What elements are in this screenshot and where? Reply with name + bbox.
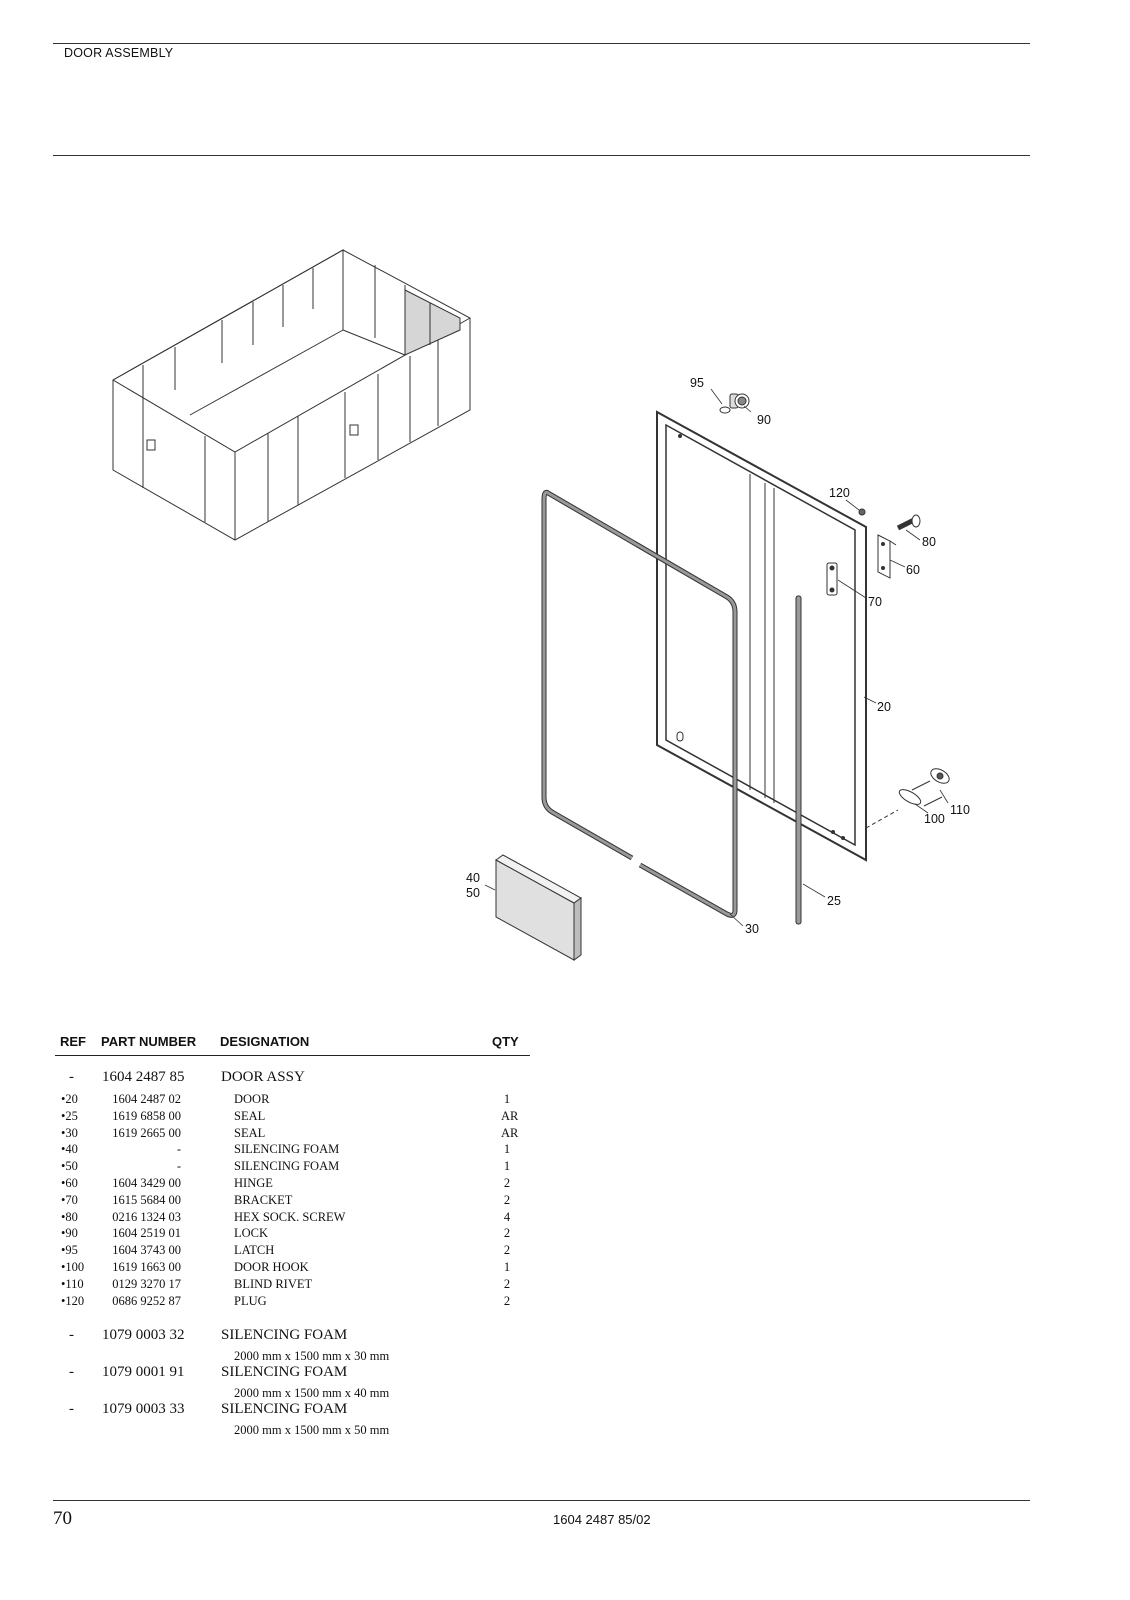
- header-designation: DESIGNATION: [220, 1034, 310, 1049]
- document-number: 1604 2487 85/02: [553, 1512, 651, 1527]
- silencing-foam-part-40-50: [496, 855, 581, 960]
- part-number-cell: -: [176, 1159, 181, 1174]
- part-number-cell: 0216 1324 03: [112, 1209, 181, 1224]
- ref-cell: •90: [61, 1226, 78, 1241]
- plug-part-120: [859, 509, 865, 515]
- part-number-cell: 1619 6858 00: [112, 1108, 181, 1123]
- bracket-part-70: [827, 563, 837, 595]
- ref-cell: •120: [61, 1293, 85, 1308]
- part-number-cell: 1615 5684 00: [112, 1192, 181, 1207]
- designation-cell: LOCK: [234, 1226, 269, 1241]
- ref-cell: •40: [61, 1142, 78, 1157]
- qty-cell: AR: [501, 1125, 519, 1140]
- designation-cell: BRACKET: [234, 1192, 293, 1207]
- ref-cell: •100: [61, 1260, 85, 1274]
- ref-cell: •20: [61, 1092, 78, 1106]
- qty-cell: 2: [503, 1293, 511, 1308]
- ref-cell: •25: [61, 1108, 78, 1123]
- part-number-cell: 1079 0003 33: [102, 1401, 185, 1417]
- qty-cell: 2: [503, 1226, 511, 1241]
- ref-cell: -: [69, 1401, 74, 1417]
- designation-cell: PLUG: [234, 1293, 267, 1308]
- part-number-cell: 1619 1663 00: [112, 1260, 181, 1274]
- callout-25: 25: [827, 894, 841, 908]
- qty-cell: 1: [503, 1159, 511, 1174]
- callout-20: 20: [877, 700, 891, 714]
- designation-cell: BLIND RIVET: [234, 1276, 313, 1291]
- callout-100: 100: [924, 812, 945, 826]
- qty-cell: 4: [503, 1209, 511, 1224]
- designation-cell: LATCH: [234, 1243, 275, 1258]
- ref-cell: -: [69, 1364, 74, 1380]
- callout-30: 30: [745, 922, 759, 936]
- section-title: DOOR ASSEMBLY: [64, 46, 174, 60]
- footer-rule: [53, 1500, 1030, 1501]
- qty-cell: 2: [503, 1192, 511, 1207]
- ref-cell: •50: [61, 1159, 78, 1174]
- callout-90: 90: [757, 413, 771, 427]
- qty-cell: AR: [501, 1108, 519, 1123]
- designation-cell: SILENCING FOAM: [221, 1364, 348, 1380]
- part-number-cell: 1604 2519 01: [112, 1226, 181, 1241]
- callout-110: 110: [950, 803, 970, 817]
- callout-40: 40: [466, 871, 480, 885]
- ref-cell: •30: [61, 1125, 78, 1140]
- callout-95: 95: [690, 376, 704, 390]
- part-number-cell: -: [176, 1142, 181, 1157]
- header-qty: QTY: [492, 1034, 519, 1049]
- header-part-number: PART NUMBER: [101, 1034, 197, 1049]
- part-number-cell: 1079 0003 32: [102, 1327, 185, 1343]
- qty-cell: 1: [503, 1142, 511, 1157]
- table-header-rule: [55, 1055, 530, 1056]
- designation-cell: DOOR HOOK: [234, 1260, 309, 1274]
- ref-cell: •110: [61, 1276, 84, 1291]
- ref-cell: •70: [61, 1192, 78, 1207]
- callout-70: 70: [868, 595, 882, 609]
- foam-dimension-note: 2000 mm x 1500 mm x 40 mm: [234, 1386, 390, 1400]
- part-number-cell: 1079 0001 91: [102, 1364, 185, 1380]
- foam-dimension-note: 2000 mm x 1500 mm x 30 mm: [234, 1349, 390, 1363]
- designation-cell: SILENCING FOAM: [221, 1327, 348, 1343]
- qty-cell: 2: [503, 1276, 511, 1291]
- designation-cell: SEAL: [234, 1108, 266, 1123]
- door-frame-part-20: [657, 412, 866, 860]
- callout-120: 120: [829, 486, 850, 500]
- callout-80: 80: [922, 535, 936, 549]
- canopy-enclosure-drawing: [113, 250, 470, 540]
- designation-cell: SEAL: [234, 1125, 266, 1140]
- designation-cell: SILENCING FOAM: [234, 1159, 340, 1174]
- designation-cell: DOOR: [234, 1092, 270, 1106]
- page-number: 70: [53, 1508, 72, 1529]
- qty-cell: 2: [503, 1176, 511, 1190]
- designation-cell: SILENCING FOAM: [234, 1142, 340, 1157]
- ref-cell: •60: [61, 1176, 78, 1190]
- callout-60: 60: [906, 563, 920, 577]
- qty-cell: 2: [503, 1243, 511, 1258]
- callout-50: 50: [466, 886, 480, 900]
- screw-part-80: [898, 515, 920, 528]
- part-number-cell: 1604 2487 85: [102, 1069, 185, 1085]
- header-ref: REF: [60, 1034, 86, 1049]
- part-number-cell: 1604 3429 00: [112, 1176, 181, 1190]
- part-number-cell: 0686 9252 87: [112, 1293, 181, 1308]
- seal-part-25: [796, 596, 801, 924]
- ref-cell: -: [69, 1069, 74, 1085]
- designation-cell: HINGE: [234, 1176, 273, 1190]
- qty-cell: 1: [503, 1092, 511, 1106]
- qty-cell: 1: [503, 1260, 511, 1274]
- foam-dimension-note: 2000 mm x 1500 mm x 50 mm: [234, 1423, 390, 1437]
- ref-cell: •80: [61, 1209, 78, 1224]
- designation-cell: HEX SOCK. SCREW: [234, 1209, 346, 1224]
- part-number-cell: 1619 2665 00: [112, 1125, 181, 1140]
- ref-cell: -: [69, 1327, 74, 1343]
- hinge-part-60: [878, 535, 896, 578]
- part-number-cell: 0129 3270 17: [112, 1276, 181, 1291]
- designation-cell: DOOR ASSY: [221, 1069, 305, 1085]
- ref-cell: •95: [61, 1243, 78, 1258]
- designation-cell: SILENCING FOAM: [221, 1401, 348, 1417]
- part-number-cell: 1604 2487 02: [112, 1092, 181, 1106]
- part-number-cell: 1604 3743 00: [112, 1243, 181, 1258]
- lock-latch-part-90-95: [720, 394, 749, 413]
